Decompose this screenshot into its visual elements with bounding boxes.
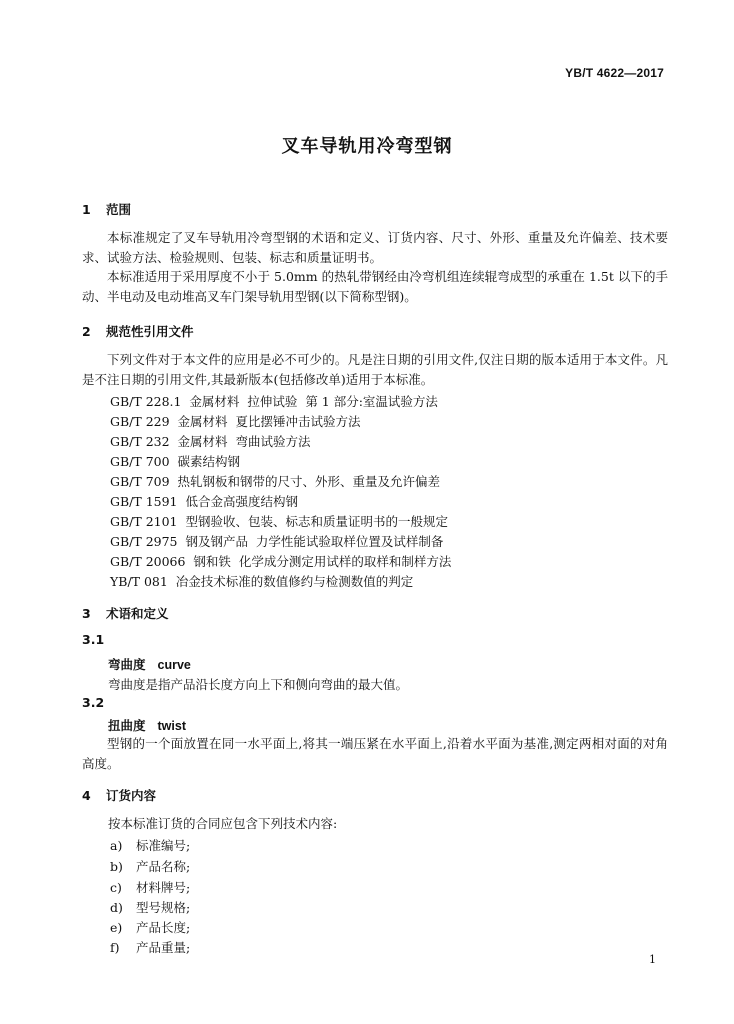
reference-item: GB/T 232 金属材料 弯曲试验方法 xyxy=(110,434,311,449)
section-1-heading: 1 范围 xyxy=(82,202,132,217)
reference-item: GB/T 709 热轧钢板和钢带的尺寸、外形、重量及允许偏差 xyxy=(110,474,440,489)
reference-item: GB/T 2101 型钢验收、包装、标志和质量证明书的一般规定 xyxy=(110,514,448,529)
reference-item: GB/T 700 碳素结构钢 xyxy=(110,454,240,469)
section-1-paragraph-2: 本标准适用于采用厚度不小于 5.0mm 的热轧带钢经由冷弯机组连续辊弯成型的承重在 1.5t 以下的手动、半电动及电动堆高叉车门架导轨用型钢(以下简称型钢)。 xyxy=(82,269,668,304)
list-item: b) 产品名称; xyxy=(110,859,191,874)
reference-item: GB/T 1591 低合金高强度结构钢 xyxy=(110,494,298,509)
term-curve-definition: 弯曲度是指产品沿长度方向上下和侧向弯曲的最大值。 xyxy=(108,677,409,692)
list-item: a) 标准编号; xyxy=(110,838,191,853)
standard-code: YB/T 4622—2017 xyxy=(565,66,664,80)
reference-item: YB/T 081 冶金技术标准的数值修约与检测数值的判定 xyxy=(110,574,414,589)
clause-3-2-number: 3.2 xyxy=(82,695,105,710)
list-item: f) 产品重量; xyxy=(110,940,191,955)
document-title: 叉车导轨用冷弯型钢 xyxy=(281,136,453,157)
reference-item: GB/T 20066 钢和铁 化学成分测定用试样的取样和制样方法 xyxy=(110,554,452,569)
list-item: c) 材料牌号; xyxy=(110,880,191,895)
section-1-paragraph-1: 本标准规定了叉车导轨用冷弯型钢的术语和定义、订货内容、尺寸、外形、重量及允许偏差、技术要求、试验方法、检验规则、包装、标志和质量证明书。 xyxy=(82,230,668,265)
list-item: e) 产品长度; xyxy=(110,920,191,935)
reference-item: GB/T 229 金属材料 夏比摆锤冲击试验方法 xyxy=(110,414,361,429)
term-curve: 弯曲度 curve xyxy=(108,657,191,672)
section-2-paragraph-1: 下列文件对于本文件的应用是必不可少的。凡是注日期的引用文件,仅注日期的版本适用于本文件。凡是不注日期的引用文件,其最新版本(包括修改单)适用于本标准。 xyxy=(82,352,668,387)
list-item: d) 型号规格; xyxy=(110,900,191,915)
page-number: 1 xyxy=(649,953,656,966)
reference-item: GB/T 228.1 金属材料 拉伸试验 第 1 部分:室温试验方法 xyxy=(110,394,438,409)
term-twist-definition: 型钢的一个面放置在同一水平面上,将其一端压紧在水平面上,沿着水平面为基准,测定两相对面的对角高度。 xyxy=(82,736,668,771)
clause-3-1-number: 3.1 xyxy=(82,632,105,647)
reference-item: GB/T 2975 钢及钢产品 力学性能试验取样位置及试样制备 xyxy=(110,534,444,549)
section-2-heading: 2 规范性引用文件 xyxy=(82,324,194,339)
section-4-heading: 4 订货内容 xyxy=(82,788,157,803)
section-3-heading: 3 术语和定义 xyxy=(82,606,169,621)
order-content-intro: 按本标准订货的合同应包含下列技术内容: xyxy=(108,816,338,831)
term-twist: 扭曲度 twist xyxy=(108,718,186,733)
